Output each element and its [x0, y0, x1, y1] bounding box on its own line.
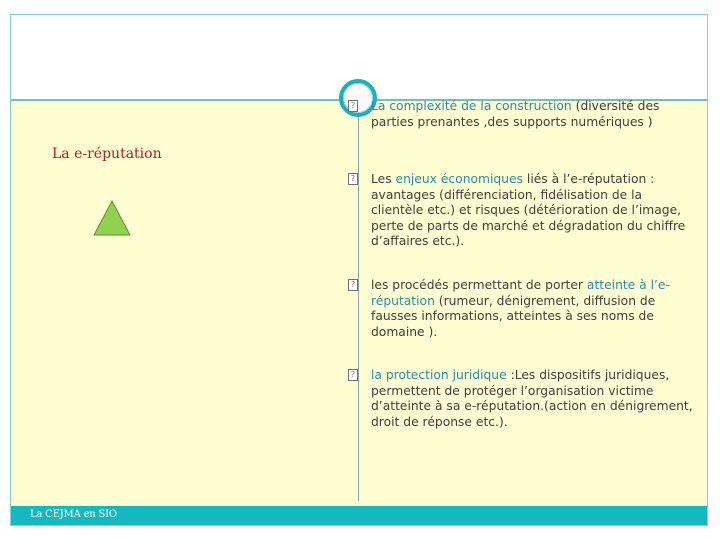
bullet-item-legal-protection [348, 368, 693, 430]
footer-label: La CEJMA en SIO [30, 509, 117, 520]
bullet-text [371, 172, 693, 250]
bullet-rest: (rumeur, dénigrement, diffusion de fausses informations, atteintes à ses noms de domaine ). [371, 293, 656, 339]
bullet-highlight: atteinte à l’e-réputation [371, 278, 670, 308]
bullet-highlight: enjeux économiques [395, 172, 523, 186]
bullet-item-economic-stakes [348, 172, 693, 250]
bullet-marker-icon: ? [348, 279, 358, 291]
bullet-item-attack-methods [348, 278, 693, 340]
triangle-icon [93, 200, 131, 236]
slide-title: La e-réputation [52, 146, 162, 162]
bullet-rest: liés à l’e-réputation : avantages (différenciation, fidélisation de la clientèle etc.) et risques (détérioration de l’image, perte de parts de marché et dégradation du chiffre d’affaires etc.). [371, 172, 686, 248]
bullet-highlight: la protection juridique [371, 368, 507, 382]
bullet-highlight: La complexité de la construction [371, 99, 572, 113]
bullet-rest: :Les dispositifs juridiques, permettent de protéger l’organisation victime d’atteinte à sa e-réputation.(action en dénigrement, droit de réponse etc.). [371, 368, 693, 429]
bullet-marker-icon: ? [348, 100, 358, 112]
bullet-text [371, 278, 693, 340]
bullet-item-complexity [348, 99, 693, 130]
bullet-marker-icon: ? [348, 369, 358, 381]
bullet-lead: les procédés permettant de porter [371, 278, 587, 292]
bullet-text [371, 99, 693, 130]
bullet-lead: Les [371, 172, 396, 186]
bullet-rest: (diversité des parties prenantes ,des supports numériques ) [371, 99, 660, 129]
bullet-marker-icon: ? [348, 173, 358, 185]
bullet-text [371, 368, 693, 430]
